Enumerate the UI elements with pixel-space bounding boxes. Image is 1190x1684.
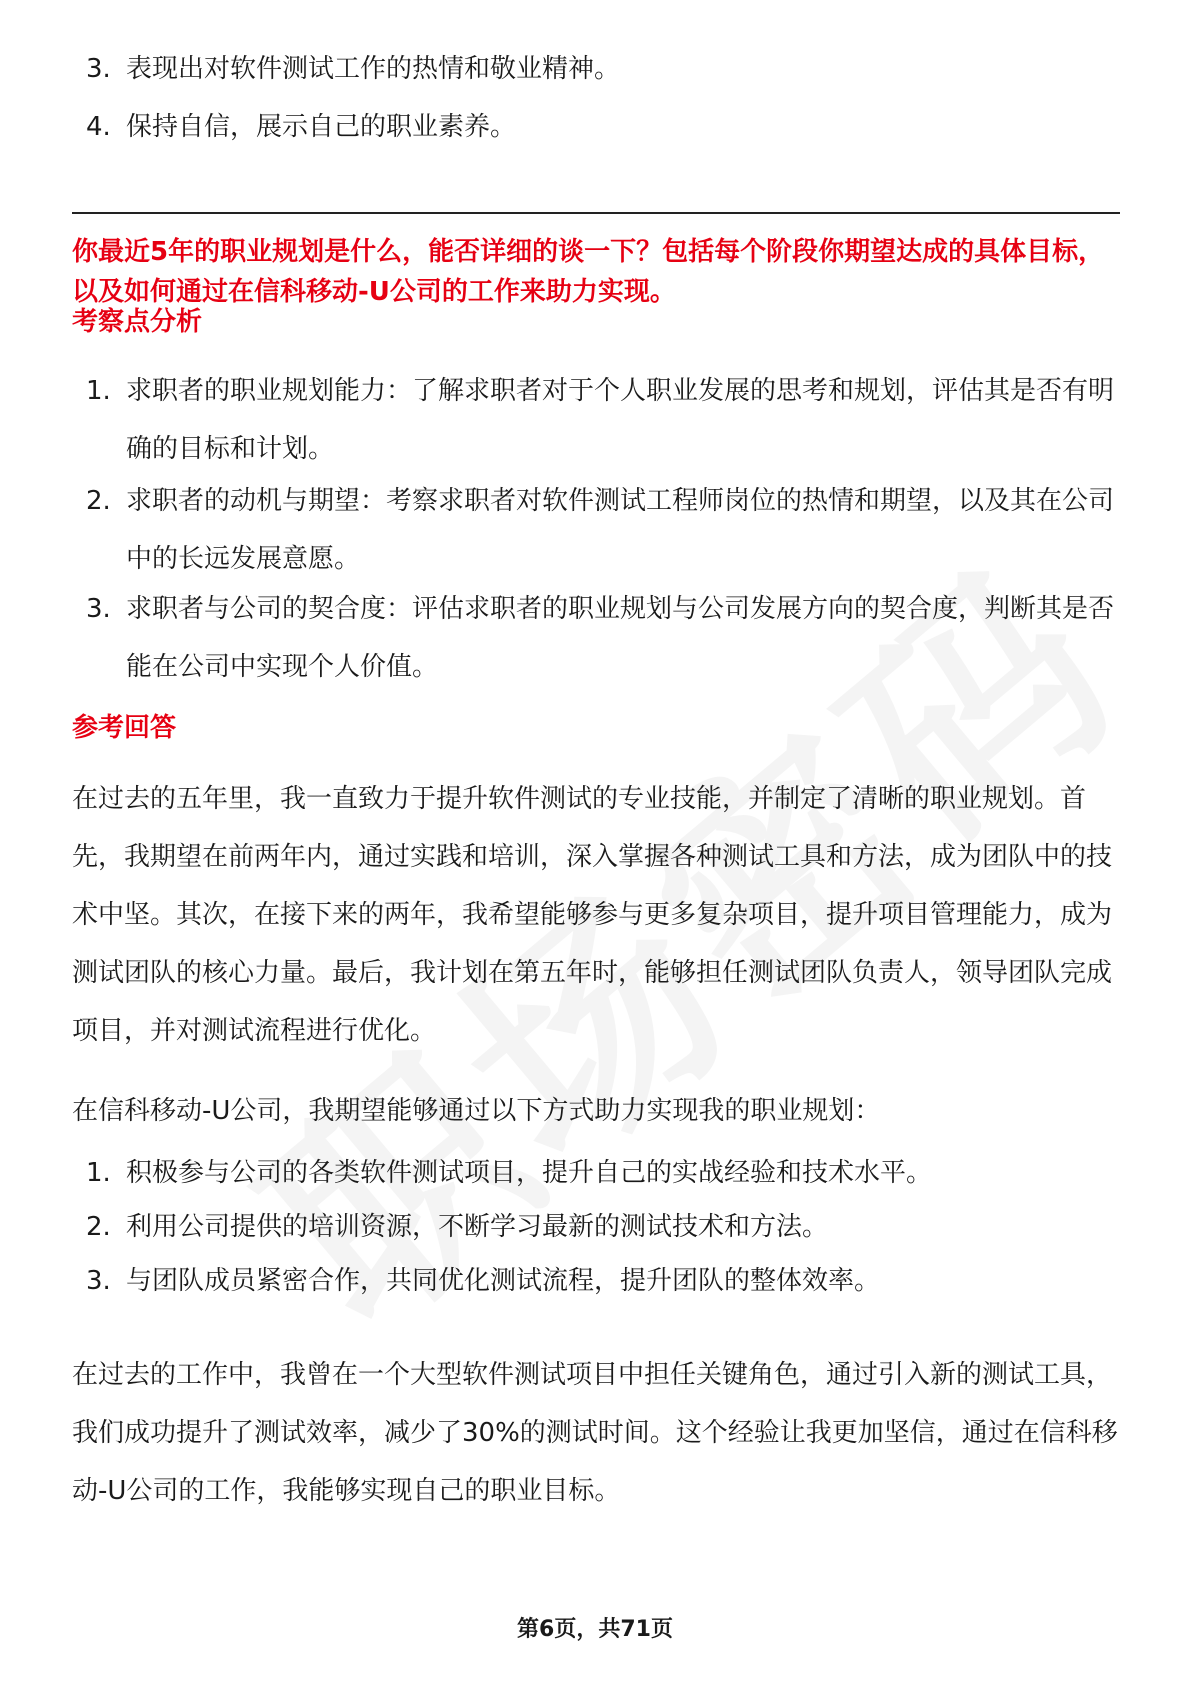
list-item-text: 求职者与公司的契合度：评估求职者的职业规划与公司发展方向的契合度，判断其是否能在公司中实现个人价值。 bbox=[126, 594, 1115, 682]
question-title: 你最近5年的职业规划是什么，能否详细的谈一下？包括每个阶段你期望达成的具体目标，以及如何通过在信科移动-U公司的工作来助力实现。 bbox=[72, 237, 1105, 307]
list-item bbox=[86, 40, 1126, 98]
list-item-number: 3. bbox=[86, 54, 111, 84]
answer-paragraph: 在过去的工作中，我曾在一个大型软件测试项目中担任关键角色，通过引入新的测试工具，我们成功提升了测试效率，减少了30%的测试时间。这个经验让我更加坚信，通过在信科移动-U公司的工作，我能够实现自己的职业目标。 bbox=[72, 1360, 1118, 1506]
analysis-heading: 考察点分析 bbox=[72, 307, 203, 337]
answer-paragraph: 在信科移动-U公司，我期望能够通过以下方式助力实现我的职业规划： bbox=[72, 1096, 881, 1126]
page-number: 第6页，共71页 bbox=[517, 1617, 673, 1642]
list-item bbox=[86, 98, 1126, 156]
list-item-text: 积极参与公司的各类软件测试项目，提升自己的实战经验和技术水平。 bbox=[126, 1158, 933, 1188]
section-divider bbox=[72, 212, 1120, 214]
list-item-number: 3. bbox=[86, 1266, 111, 1296]
list-item-number: 1. bbox=[86, 376, 111, 406]
list-item bbox=[86, 1144, 1126, 1202]
list-item bbox=[86, 362, 1126, 478]
list-item-number: 3. bbox=[86, 594, 111, 624]
list-item-text: 保持自信，展示自己的职业素养。 bbox=[126, 112, 517, 142]
answer-heading: 参考回答 bbox=[72, 713, 177, 743]
list-item-text: 与团队成员紧密合作，共同优化测试流程，提升团队的整体效率。 bbox=[126, 1266, 881, 1296]
list-item bbox=[86, 580, 1126, 696]
list-item-text: 利用公司提供的培训资源，不断学习最新的测试技术和方法。 bbox=[126, 1212, 829, 1242]
answer-paragraph: 在过去的五年里，我一直致力于提升软件测试的专业技能，并制定了清晰的职业规划。首先，我期望在前两年内，通过实践和培训，深入掌握各种测试工具和方法，成为团队中的技术中坚。其次，在接下来的两年，我希望能够参与更多复杂项目，提升项目管理能力，成为测试团队的核心力量。最后，我计划在第五年时，能够担任测试团队负责人，领导团队完成项目，并对测试流程进行优化。 bbox=[72, 784, 1113, 1046]
list-item-number: 2. bbox=[86, 486, 111, 516]
list-item-text: 表现出对软件测试工作的热情和敬业精神。 bbox=[126, 54, 621, 84]
list-item-text: 求职者的动机与期望：考察求职者对软件测试工程师岗位的热情和期望，以及其在公司中的长远发展意愿。 bbox=[126, 486, 1115, 574]
list-item-number: 1. bbox=[86, 1158, 111, 1188]
list-item bbox=[86, 1252, 1126, 1310]
list-item bbox=[86, 472, 1126, 588]
list-item bbox=[86, 1198, 1126, 1256]
list-item-number: 2. bbox=[86, 1212, 111, 1242]
list-item-number: 4. bbox=[86, 112, 111, 142]
list-item-text: 求职者的职业规划能力：了解求职者对于个人职业发展的思考和规划，评估其是否有明确的目标和计划。 bbox=[126, 376, 1115, 464]
